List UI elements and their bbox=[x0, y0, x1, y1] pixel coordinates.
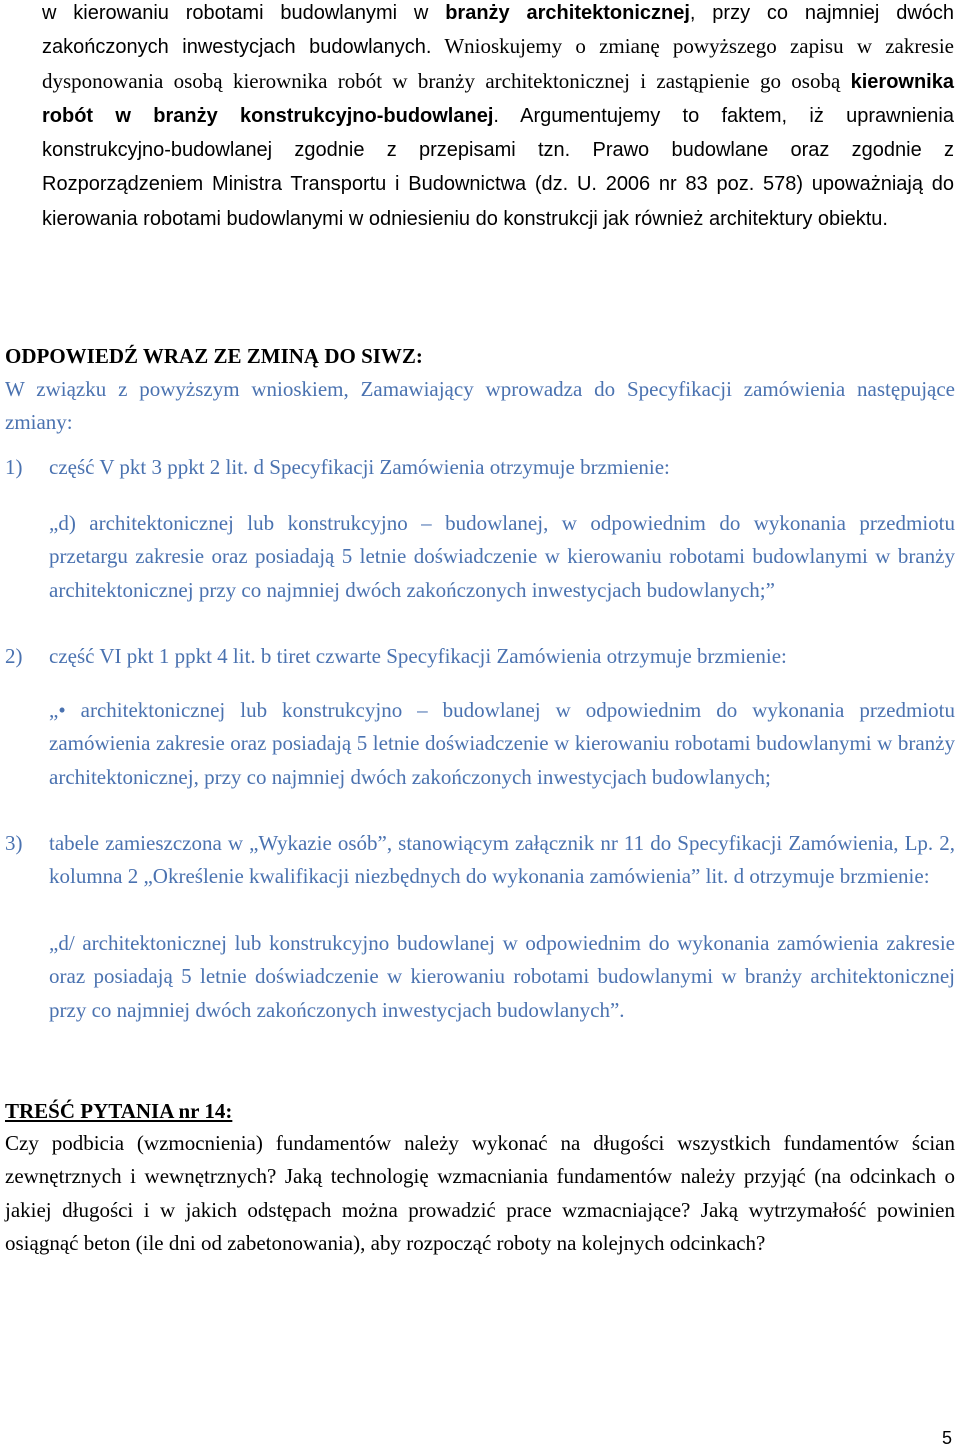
item-text: tabele zamieszczona w „Wykazie osób”, stanowiącym załącznik nr 11 do Specyfikacji Zamówienia, Lp. 2, kolumna 2 „Określenie kwalifikacji niezbędnych do wykonania zamówienia” lit. d otrzymuje brzmienie: bbox=[49, 831, 955, 889]
intro-paragraph bbox=[42, 0, 954, 236]
item-text: część V pkt 3 ppkt 2 lit. d Specyfikacji Zamówienia otrzymuje brzmienie: bbox=[49, 455, 670, 479]
answer-heading: ODPOWIEDŹ WRAZ ZE ZMINĄ DO SIWZ: bbox=[5, 344, 423, 368]
item-quote: „• architektonicznej lub konstrukcyjno – budowlanej w odpowiednim do wykonania przedmiotu zamówienia zakresie oraz posiadają 5 letnie doświadczenie w kierowaniu robotami budowlanymi w branży architektonicznej, przy co najmniej dwóch zakończonych inwestycjach budowlanych; bbox=[49, 698, 955, 789]
intro-text-3: Wnioskujemy o zmianę powyższego zapisu w zakresie dysponowania osobą kierownika robót w branży architektonicznej i zastąpienie go osobą bbox=[42, 34, 954, 93]
question-text: Czy podbicia (wzmocnienia) fundamentów należy wykonać na długości wszystkich fundamentów ścian zewnętrznych i wewnętrznych? Jaką technologię wzmacniania fundamentów należy przyjąć (na odcinkach o jakiej długości i w jakich odstępach można prowadzić prace wzmacniające? Jaką wytrzymałość powinien osiągnąć beton (ile dni od zabetonowania), aby rozpocząć roboty na kolejnych odcinkach? bbox=[5, 1131, 955, 1255]
intro-bold-2: kierownika robót w branży konstrukcyjno-budowlanej bbox=[42, 70, 954, 127]
intro-bold-1: branży architektonicznej bbox=[445, 2, 690, 24]
item-text: część VI pkt 1 ppkt 4 lit. b tiret czwarte Specyfikacji Zamówienia otrzymuje brzmienie: bbox=[49, 644, 787, 668]
item-number: 2) bbox=[5, 644, 23, 668]
page-number: 5 bbox=[941, 1428, 952, 1448]
intro-text-2: , przy co najmniej dwóch zakończonych inwestycjach budowlanych. bbox=[42, 2, 955, 59]
item-quote: „d) architektonicznej lub konstrukcyjno – budowlanej, w odpowiednim do wykonania przedmiotu przetargu zakresie oraz posiadają 5 letnie doświadczenie w kierowaniu robotami budowlanymi w branży architektonicznej przy co najmniej dwóch zakończonych inwestycjach budowlanych;” bbox=[49, 511, 955, 602]
item-quote: „d/ architektonicznej lub konstrukcyjno budowlanej w odpowiednim do wykonania zamówienia zakresie oraz posiadają 5 letnie doświadczenie w kierowaniu robotami budowlanymi w branży architektonicznej przy co najmniej dwóch zakończonych inwestycjach budowlanych”. bbox=[49, 931, 955, 1022]
question-heading: TREŚĆ PYTANIA nr 14: bbox=[5, 1099, 233, 1123]
item-number: 1) bbox=[5, 455, 23, 479]
intro-text-4: . Argumentujemy to faktem, iż uprawnienia konstrukcyjno-budowlanej zgodnie z przepisami tzn. Prawo budowlane oraz zgodnie z Rozporządzeniem Ministra Transportu i Budownictwa (dz. U. 2006 nr 83 poz. 578) upoważniają do kierowania robotami budowlanymi w odniesieniu do konstrukcji jak również architektury obiektu. bbox=[42, 104, 954, 230]
item-number: 3) bbox=[5, 831, 23, 855]
answer-intro: W związku z powyższym wnioskiem, Zamawiający wprowadza do Specyfikacji zamówienia następujące zmiany: bbox=[5, 377, 955, 435]
intro-text-1: w kierowaniu robotami budowlanymi w bbox=[42, 2, 446, 24]
